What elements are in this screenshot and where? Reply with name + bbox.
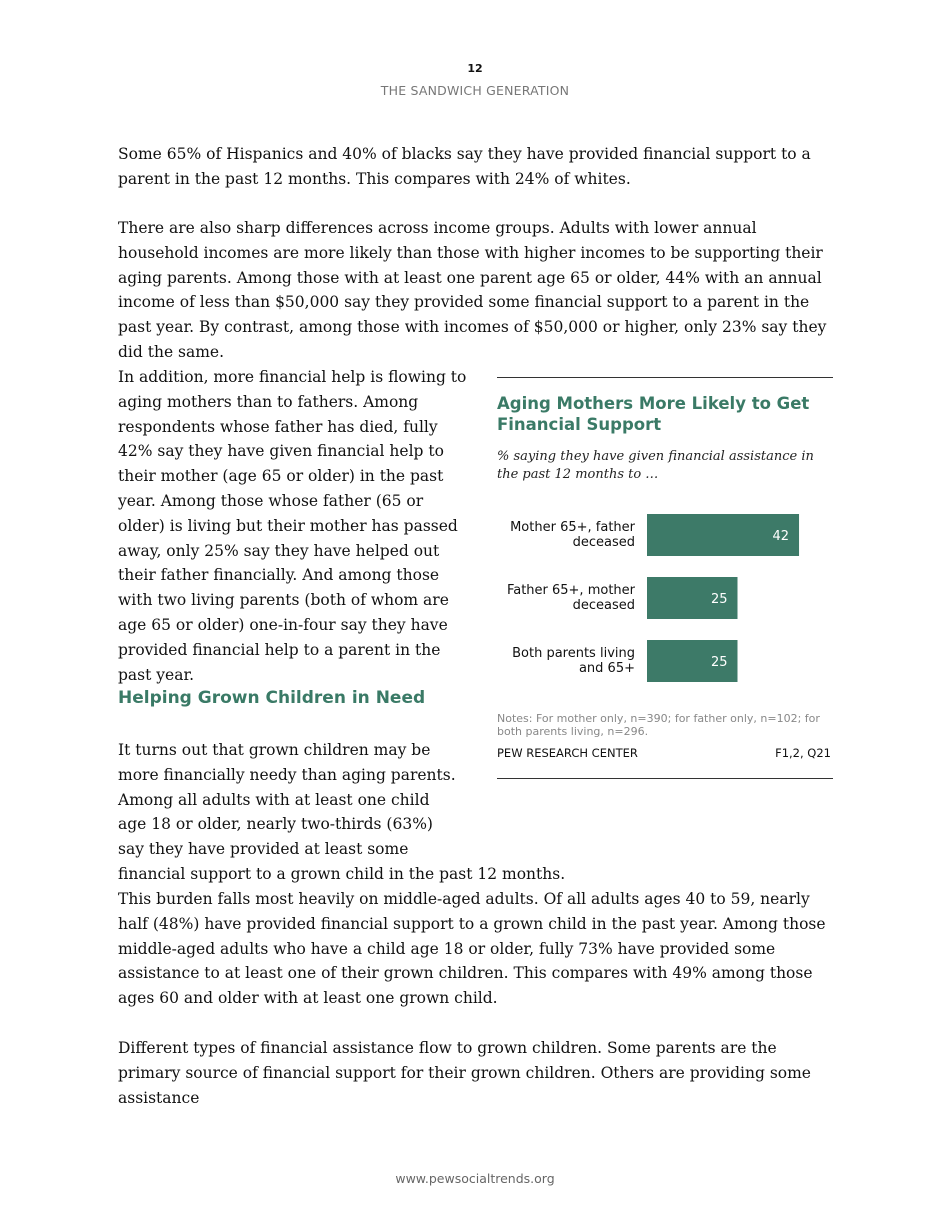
category-label-3: Both parents living and 65+ [512,646,635,676]
chart-title: Aging Mothers More Likely to Get Financial Support [497,394,810,434]
paragraph-income-groups: There are also sharp differences across income groups. Adults with lower annual household incomes are more likely than those with higher incomes to be supporting their aging parents. Among those with at least one parent age 65 or older, 44% with an annual income of less than $50,000 say they provided some financial support to a parent in the past year. By contrast, among those with incomes of $50,000 or higher, only 23% say they did the same. [118,219,827,361]
bar-value-label-1: 42 [772,529,790,544]
paragraph-hispanics-blacks: Some 65% of Hispanics and 40% of blacks say they have provided financial support to a parent in the past 12 months. This compares with 24% of whites. [118,145,811,188]
chart-question-code: F1,2, Q21 [775,746,831,760]
page-number: 12 [467,62,483,75]
category-label-2: Father 65+, mother deceased [506,583,635,613]
bar-value-label-2: 25 [710,592,728,607]
chart-source: PEW RESEARCH CENTER [497,746,638,760]
paragraph-grown-children-text: It turns out that grown children may be more financially needy than aging parents. Among all adults with at least one child age 18 or older, nearly two-thirds (63%) say they have provided at least some financial support to a grown child in the past 12 months. [118,741,566,883]
chart-subtitle: % saying they have given financial assistance in the past 12 months to … [497,449,814,482]
footer-url: www.pewsocialtrends.org [395,1171,555,1186]
running-title: THE SANDWICH GENERATION [380,83,570,98]
bar-value-label-3: 25 [710,655,728,670]
paragraph-aging-mothers: In addition, more financial help is flowing to aging mothers than to fathers. Among respondents whose father has died, fully 42% say they have given financial help to their mother (age 65 or older) in the past year. Among those whose father (65 or older) is living but their mother has passed away, only 25% say they have helped out their father financially. And among those with two living parents (both of whom are age 65 or older) one-in-four say they have provided financial help to a parent in the past year. [118,368,467,684]
chart-figure [497,377,833,779]
bar-chart [497,506,833,696]
section-heading-grown-children: Helping Grown Children in Need [118,688,426,708]
chart-notes: Notes: For mother only, n=390; for father only, n=102; for both parents living, n=296. [497,712,820,738]
category-label-1: Mother 65+, father deceased [510,520,635,550]
paragraph-types-of-assistance: Different types of financial assistance flow to grown children. Some parents are the primary source of financial support for their grown children. Others are providing some assistance [118,1039,811,1107]
paragraph-middle-aged: This burden falls most heavily on middle-aged adults. Of all adults ages 40 to 59, nearly half (48%) have provided financial support to a grown child in the past year. Among those middle-aged adults who have a child age 18 or older, fully 73% have provided some assistance to at least one of their grown children. This compares with 49% among those ages 60 and older with at least one grown child. [118,890,826,1008]
